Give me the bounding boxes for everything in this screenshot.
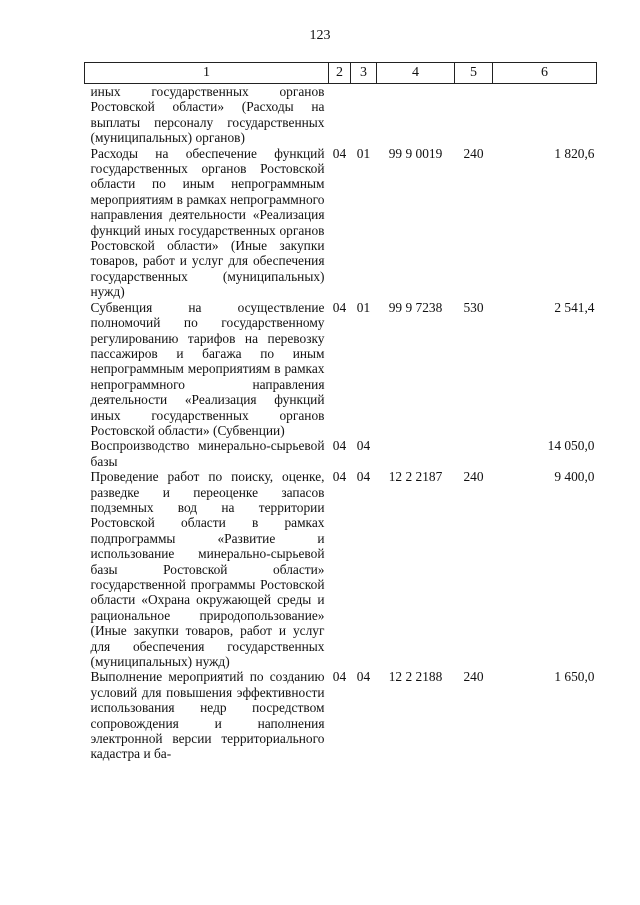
row-description: иных государственных органов Ростовской области» (Расходы на выплаты персоналу государственных (муниципальных) органов)	[90, 84, 325, 146]
row-subsection	[351, 84, 377, 146]
row-section: 04	[332, 145, 347, 161]
page-number: 123	[309, 28, 331, 43]
row-amount: 14 050,0	[547, 438, 595, 454]
table-row	[85, 300, 597, 439]
row-description: Воспроизводство минерально-сырьевой базы	[90, 438, 325, 469]
row-target-code	[377, 84, 455, 146]
row-section: 04	[332, 438, 347, 454]
row-target-code: 99 9 0019	[388, 145, 443, 161]
row-amount: 1 820,6	[554, 145, 595, 161]
row-subsection: 04	[356, 669, 371, 685]
row-expense-type: 240	[463, 469, 484, 485]
row-section: 04	[332, 469, 347, 485]
row-description: Субвенция на осуществление полномочий по государственному регулированию тарифов на перевозку пассажиров и багажа по иным непрограммным мероприятиям в рамках непрограммного направления деятельности «Реализация функций иных государственных органов Ростовской области» (Субвенции)	[90, 299, 325, 438]
header-col-2: 2	[329, 63, 351, 84]
header-col-5: 5	[455, 63, 493, 84]
row-target-code: 99 9 7238	[388, 299, 443, 315]
table-row	[85, 438, 597, 469]
row-amount: 1 650,0	[554, 669, 595, 685]
row-amount: 2 541,4	[554, 299, 595, 315]
row-subsection: 01	[356, 299, 371, 315]
row-description: Выполнение мероприятий по созданию условий для повышения эффективности использования недр посредством сопровождения и наполнения электронной версии территориального кадастра и ба-	[90, 669, 325, 762]
row-target-code: 12 2 2187	[388, 469, 443, 485]
table-row	[85, 146, 597, 300]
row-expense-type: 240	[463, 669, 484, 685]
table-header	[85, 63, 597, 84]
table-body	[85, 84, 597, 762]
table-row	[85, 84, 597, 146]
header-col-4: 4	[377, 63, 455, 84]
row-amount: 9 400,0	[554, 469, 595, 485]
row-description: Расходы на обеспечение функций государственных органов Ростовской области по иным непрограммным мероприятиям в рамках непрограммного направления деятельности «Реализация функций иных государственных органов Ростовской области» (Иные закупки товаров, работ и услуг для обеспечения государственных (муниципальных) нужд)	[90, 145, 325, 300]
row-section: 04	[332, 299, 347, 315]
row-subsection: 04	[356, 469, 371, 485]
header-col-1: 1	[85, 63, 329, 84]
row-target-code: 12 2 2188	[388, 669, 443, 685]
table-row	[85, 669, 597, 761]
row-expense-type: 240	[463, 145, 484, 161]
budget-table	[84, 62, 597, 762]
row-section: 04	[332, 669, 347, 685]
row-amount	[493, 84, 597, 146]
header-col-6: 6	[493, 63, 597, 84]
row-expense-type: 530	[463, 299, 484, 315]
row-section	[329, 84, 351, 146]
row-description: Проведение работ по поиску, оценке, разведке и переоценке запасов подземных вод на территории Ростовской области в рамках подпрограммы «Развитие и использование минерально-сырьевой базы Ростовской области» государственной программы Ростовской области «Охрана окружающей среды и рациональное природопользование» (Иные закупки товаров, работ и услуг для обеспечения государственных (муниципальных) нужд)	[90, 469, 325, 670]
row-subsection: 01	[356, 145, 371, 161]
row-target-code	[377, 438, 455, 469]
row-expense-type	[455, 84, 493, 146]
header-col-3: 3	[351, 63, 377, 84]
table-row	[85, 469, 597, 669]
row-subsection: 04	[356, 438, 371, 454]
row-expense-type	[455, 438, 493, 469]
header-row	[85, 63, 597, 84]
